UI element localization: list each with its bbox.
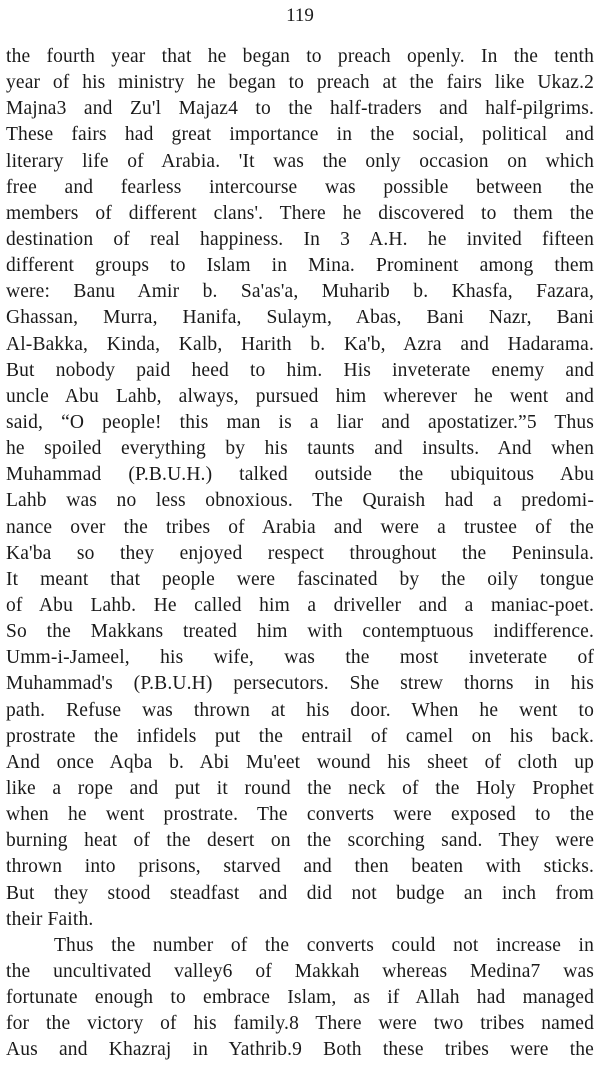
paragraph-2 (6, 933, 594, 1064)
text-line: thrown into prisons, starved and then beaten with sticks. (6, 856, 594, 878)
text-line: different groups to Islam in Mina. Prominent among them (6, 255, 594, 277)
text-line: he spoiled everything by his taunts and insults. And when (6, 438, 594, 460)
text-line: So the Makkans treated him with contemptuous indifference. (6, 621, 594, 643)
text-line: Muhammad (P.B.U.H.) talked outside the ubiquitous Abu (6, 464, 594, 486)
text-line: It meant that people were fascinated by the oily tongue (6, 568, 594, 590)
text-line: when he went prostrate. The converts were exposed to the (6, 804, 594, 826)
text-line: These fairs had great importance in the social, political and (6, 124, 594, 146)
text-line: for the victory of his family.8 There were two tribes named (6, 1013, 594, 1035)
text-line: were: Banu Amir b. Sa'as'a, Muharib b. Khasfa, Fazara, (6, 281, 594, 303)
text-line: Lahb was no less obnoxious. The Quraish had a predomi- (6, 490, 594, 512)
text-line: the uncultivated valley6 of Makkah whereas Medina7 was (6, 960, 594, 982)
text-line: Ghassan, Murra, Hanifa, Sulaym, Abas, Bani Nazr, Bani (6, 307, 594, 329)
page-number: 119 (286, 5, 314, 26)
paragraph-1 (6, 44, 594, 933)
text-line: of Abu Lahb. He called him a driveller and a maniac-poet. (6, 594, 594, 616)
text-line: the fourth year that he began to preach openly. In the tenth (6, 46, 594, 67)
text-line: fortunate enough to embrace Islam, as if Allah had managed (6, 987, 594, 1009)
text-line: And once Aqba b. Abi Mu'eet wound his sheet of cloth up (6, 751, 594, 773)
text-line: Majna3 and Zu'l Majaz4 to the half-traders and half-pilgrims. (6, 98, 594, 120)
text-line: Ka'ba so they enjoyed respect throughout the Peninsula. (6, 542, 594, 564)
text-line: Muhammad's (P.B.U.H) persecutors. She strew thorns in his (6, 673, 594, 695)
text-line: members of different clans'. There he discovered to them the (6, 202, 594, 224)
text-line: nance over the tribes of Arabia and were a trustee of the (6, 516, 594, 538)
text-line: said, “O people! this man is a liar and apostatizer.”5 Thus (6, 411, 594, 433)
text-line: prostrate the infidels put the entrail of camel on his back. (6, 725, 594, 747)
text-line: like a rope and put it round the neck of the Holy Prophet (6, 777, 594, 799)
text-line: their Faith. (6, 908, 94, 930)
text-line: year of his ministry he began to preach at the fairs like Ukaz.2 (6, 72, 594, 94)
text-line: path. Refuse was thrown at his door. When he went to (6, 699, 594, 721)
text-line: Thus the number of the converts could not increase in (54, 934, 594, 956)
text-line: uncle Abu Lahb, always, pursued him wherever he went and (6, 385, 594, 407)
text-line: Al-Bakka, Kinda, Kalb, Harith b. Ka'b, Azra and Hadarama. (6, 333, 594, 355)
text-line: destination of real happiness. In 3 A.H. he invited fifteen (6, 228, 594, 250)
text-line: burning heat of the desert on the scorching sand. They were (6, 830, 594, 852)
text-line: literary life of Arabia. 'It was the only occasion on which (6, 150, 594, 172)
body-text (6, 44, 594, 1063)
text-line: Umm-i-Jameel, his wife, was the most inveterate of (6, 647, 594, 669)
text-line: Aus and Khazraj in Yathrib.9 Both these tribes were the (6, 1039, 594, 1061)
text-line: But they stood steadfast and did not budge an inch from (6, 882, 594, 904)
text-line: But nobody paid heed to him. His inveterate enemy and (6, 359, 594, 381)
text-line: free and fearless intercourse was possible between the (6, 176, 594, 198)
